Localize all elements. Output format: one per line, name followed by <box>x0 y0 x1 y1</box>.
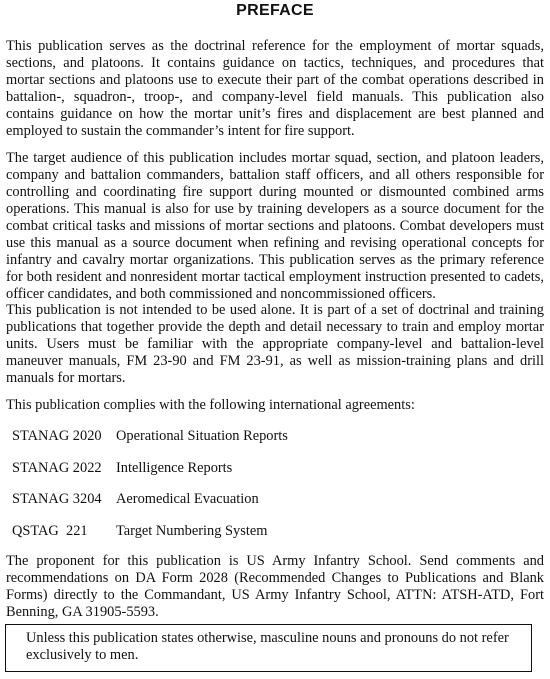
agreement-item <box>12 523 532 555</box>
agreement-title: Target Numbering System <box>116 522 268 539</box>
purpose-paragraph: This publication serves as the doctrinal reference for the employment of mortar squads, sections, and platoons. It contains guidance on tactics, techniques, and procedures that mortar sections and platoons use to execute their part of the combat operations described in battalion-, squadron-, troop-, and company-level field manuals. This publication also contains guidance on how the mortar unit’s fires and displacement are best planned and employed to sustain the commander’s intent for fire support. <box>6 38 544 139</box>
agreement-item <box>12 428 532 460</box>
target-audience-paragraph: The target audience of this publication includes mortar squad, section, and platoon leaders, company and battalion commanders, battalion staff officers, and all others responsible for controlling and coordinating fire support during mounted or dismounted combined arms operations. This manual is also for use by training developers as a source document for the combat critical tasks and missions of mortar sections and platoons. Combat developers must use this manual as a source document when refining and revising operational concepts for infantry and cavalry mortar organizations. This publication serves as the primary reference for both resident and nonresident mortar tactical employment instruction presented to cadets, officer candidates, and both commissioned and noncommissioned officers. <box>6 150 544 302</box>
page-title: PREFACE <box>236 2 314 19</box>
international-agreements-list <box>12 428 532 554</box>
agreements-intro-paragraph: This publication complies with the following international agreements: <box>6 397 415 413</box>
agreement-code: STANAG 2020 <box>12 428 102 444</box>
gender-notice-box <box>5 624 532 672</box>
agreement-code: STANAG 2022 <box>12 459 102 476</box>
proponent-paragraph: The proponent for this publication is US Army Infantry School. Send comments and recommendations on DA Form 2028 (Recommended Changes to Publications and Blank Forms) directly to the Commandant, US Army Infantry School, ATTN: ATSH-ATD, Fort Benning, GA 31905-5593. <box>6 553 544 620</box>
usage-paragraph: This publication is not intended to be used alone. It is part of a set of doctrinal and training publications that together provide the depth and detail necessary to train and employ mortar units. Users must be familiar with the appropriate company-level and battalion-level maneuver manuals, FM 23-90 and FM 23-91, as well as mission-training plans and drill manuals for mortars. <box>6 302 544 386</box>
agreement-code: QSTAG 221 <box>12 522 88 539</box>
agreement-item <box>12 460 532 492</box>
agreement-code: STANAG 3204 <box>12 491 102 507</box>
gender-notice-text: Unless this publication states otherwise, masculine nouns and pronouns do not refer exclusively to men. <box>26 630 509 663</box>
agreement-item <box>12 491 532 523</box>
agreement-title: Aeromedical Evacuation <box>116 491 259 507</box>
agreement-title: Intelligence Reports <box>116 459 233 476</box>
agreement-title: Operational Situation Reports <box>116 428 288 444</box>
